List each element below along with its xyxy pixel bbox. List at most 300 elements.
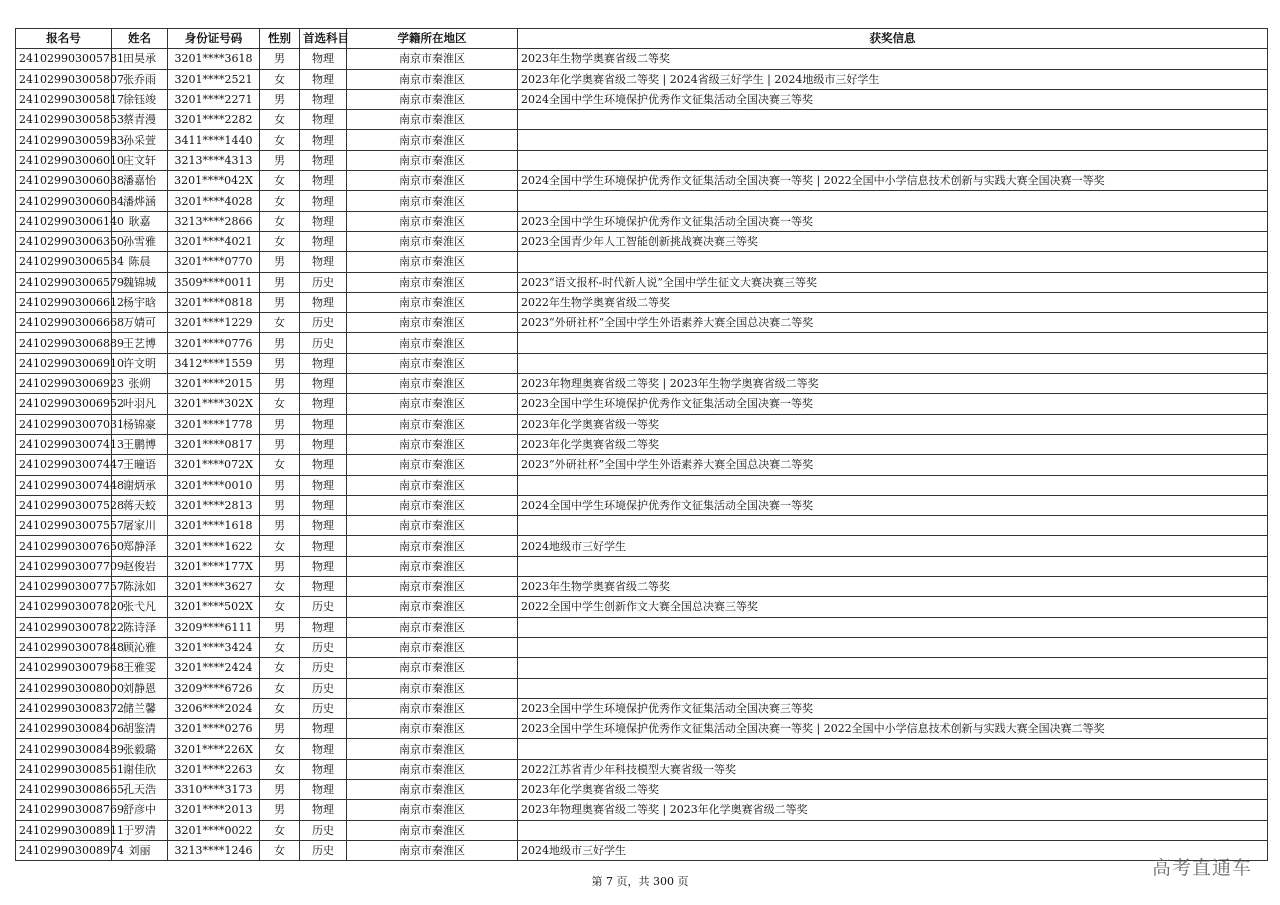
cell-subject: 历史 — [300, 678, 347, 698]
cell-award: 2023年生物学奥赛省级二等奖 — [518, 49, 1268, 69]
cell-gender: 女 — [260, 313, 300, 333]
cell-id-number: 3206****2024 — [168, 698, 260, 718]
cell-region: 南京市秦淮区 — [347, 536, 518, 556]
cell-region: 南京市秦淮区 — [347, 353, 518, 373]
cell-gender: 男 — [260, 414, 300, 434]
cell-name: 许文明 — [112, 353, 168, 373]
cell-gender: 女 — [260, 231, 300, 251]
cell-region: 南京市秦淮区 — [347, 89, 518, 109]
cell-award: 2024地级市三好学生 — [518, 840, 1268, 860]
cell-subject: 物理 — [300, 556, 347, 576]
cell-award — [518, 353, 1268, 373]
cell-award: 2023年物理奥赛省级二等奖 | 2023年生物学奥赛省级二等奖 — [518, 374, 1268, 394]
cell-gender: 男 — [260, 475, 300, 495]
cell-region: 南京市秦淮区 — [347, 597, 518, 617]
cell-id-number: 3201****042X — [168, 171, 260, 191]
cell-subject: 物理 — [300, 739, 347, 759]
table-row — [16, 211, 1268, 231]
cell-name: 郑静泽 — [112, 536, 168, 556]
cell-subject: 物理 — [300, 231, 347, 251]
cell-id-number: 3201****1622 — [168, 536, 260, 556]
cell-gender: 女 — [260, 597, 300, 617]
table-row — [16, 658, 1268, 678]
cell-gender: 男 — [260, 333, 300, 353]
table-row — [16, 69, 1268, 89]
cell-subject: 物理 — [300, 719, 347, 739]
table-row — [16, 374, 1268, 394]
table-row — [16, 820, 1268, 840]
table-row — [16, 739, 1268, 759]
cell-subject: 物理 — [300, 617, 347, 637]
cell-registration-number: 241029903008406 — [16, 719, 112, 739]
cell-award: 2023年化学奥赛省级二等奖 — [518, 779, 1268, 799]
cell-subject: 历史 — [300, 333, 347, 353]
cell-registration-number: 241029903008561 — [16, 759, 112, 779]
cell-gender: 男 — [260, 272, 300, 292]
cell-id-number: 3201****0770 — [168, 252, 260, 272]
cell-gender: 男 — [260, 150, 300, 170]
awards-table — [15, 28, 1268, 861]
cell-subject: 历史 — [300, 597, 347, 617]
cell-award — [518, 110, 1268, 130]
table-row — [16, 495, 1268, 515]
table-row — [16, 637, 1268, 657]
cell-region: 南京市秦淮区 — [347, 313, 518, 333]
cell-subject: 物理 — [300, 69, 347, 89]
cell-gender: 女 — [260, 820, 300, 840]
cell-gender: 男 — [260, 495, 300, 515]
cell-subject: 历史 — [300, 840, 347, 860]
header-registration-number: 报名号 — [16, 29, 112, 49]
cell-region: 南京市秦淮区 — [347, 272, 518, 292]
cell-subject: 物理 — [300, 292, 347, 312]
cell-name: 潘嘉怡 — [112, 171, 168, 191]
cell-subject: 历史 — [300, 637, 347, 657]
header-gender: 性别 — [260, 29, 300, 49]
cell-id-number: 3201****2521 — [168, 69, 260, 89]
cell-subject: 物理 — [300, 374, 347, 394]
table-row — [16, 455, 1268, 475]
cell-id-number: 3201****502X — [168, 597, 260, 617]
header-subject: 首选科目 — [300, 29, 347, 49]
cell-id-number: 3201****3627 — [168, 577, 260, 597]
cell-award: 2024全国中学生环境保护优秀作文征集活动全国决赛一等奖 — [518, 495, 1268, 515]
table-row — [16, 150, 1268, 170]
cell-registration-number: 241029903006350 — [16, 231, 112, 251]
cell-name: 蒋天蛟 — [112, 495, 168, 515]
cell-registration-number: 241029903005807 — [16, 69, 112, 89]
cell-subject: 历史 — [300, 272, 347, 292]
cell-subject: 物理 — [300, 434, 347, 454]
cell-gender: 女 — [260, 130, 300, 150]
cell-id-number: 3201****3618 — [168, 49, 260, 69]
cell-award: 2023全国中学生环境保护优秀作文征集活动全国决赛一等奖 | 2022全国中小学信息技术创新与实践大赛全国决赛二等奖 — [518, 719, 1268, 739]
cell-registration-number: 241029903007822 — [16, 617, 112, 637]
cell-name: 蔡青漫 — [112, 110, 168, 130]
cell-region: 南京市秦淮区 — [347, 637, 518, 657]
cell-name: 杨锦豪 — [112, 414, 168, 434]
table-row — [16, 719, 1268, 739]
cell-award — [518, 678, 1268, 698]
cell-region: 南京市秦淮区 — [347, 678, 518, 698]
cell-id-number: 3201****0022 — [168, 820, 260, 840]
cell-gender: 女 — [260, 536, 300, 556]
table-row — [16, 231, 1268, 251]
cell-subject: 物理 — [300, 150, 347, 170]
cell-award: 2024全国中学生环境保护优秀作文征集活动全国决赛一等奖 | 2022全国中小学信息技术创新与实践大赛全国决赛一等奖 — [518, 171, 1268, 191]
cell-name: 于罗清 — [112, 820, 168, 840]
cell-region: 南京市秦淮区 — [347, 150, 518, 170]
cell-region: 南京市秦淮区 — [347, 434, 518, 454]
cell-id-number: 3201****4021 — [168, 231, 260, 251]
page-number: 第 7 页，共 300 页 — [591, 875, 689, 888]
cell-id-number: 3201****0010 — [168, 475, 260, 495]
cell-gender: 男 — [260, 516, 300, 536]
table-row — [16, 333, 1268, 353]
cell-award — [518, 516, 1268, 536]
cell-name: 谢炳承 — [112, 475, 168, 495]
cell-subject: 物理 — [300, 759, 347, 779]
table-row — [16, 759, 1268, 779]
cell-gender: 女 — [260, 394, 300, 414]
cell-registration-number: 241029903006910 — [16, 353, 112, 373]
table-row — [16, 536, 1268, 556]
cell-subject: 历史 — [300, 658, 347, 678]
cell-name: 潘烨涵 — [112, 191, 168, 211]
cell-id-number: 3201****0818 — [168, 292, 260, 312]
cell-registration-number: 241029903007557 — [16, 516, 112, 536]
cell-subject: 物理 — [300, 252, 347, 272]
table-row — [16, 597, 1268, 617]
cell-registration-number: 241029903007820 — [16, 597, 112, 617]
cell-registration-number: 241029903005817 — [16, 89, 112, 109]
cell-region: 南京市秦淮区 — [347, 779, 518, 799]
cell-id-number: 3201****2263 — [168, 759, 260, 779]
cell-name: 王艺博 — [112, 333, 168, 353]
cell-gender: 男 — [260, 617, 300, 637]
cell-registration-number: 241029903006952 — [16, 394, 112, 414]
cell-gender: 女 — [260, 698, 300, 718]
cell-id-number: 3201****072X — [168, 455, 260, 475]
cell-name: 陈诗泽 — [112, 617, 168, 637]
cell-registration-number: 241029903007528 — [16, 495, 112, 515]
cell-subject: 物理 — [300, 475, 347, 495]
cell-subject: 物理 — [300, 800, 347, 820]
cell-name: 张乔雨 — [112, 69, 168, 89]
cell-region: 南京市秦淮区 — [347, 698, 518, 718]
cell-name: 庄文轩 — [112, 150, 168, 170]
cell-subject: 物理 — [300, 89, 347, 109]
cell-region: 南京市秦淮区 — [347, 231, 518, 251]
cell-name: 舒彦中 — [112, 800, 168, 820]
cell-region: 南京市秦淮区 — [347, 556, 518, 576]
cell-name: 王曈语 — [112, 455, 168, 475]
cell-region: 南京市秦淮区 — [347, 577, 518, 597]
cell-registration-number: 241029903008769 — [16, 800, 112, 820]
cell-registration-number: 241029903007757 — [16, 577, 112, 597]
cell-region: 南京市秦淮区 — [347, 292, 518, 312]
cell-name: 孔天浩 — [112, 779, 168, 799]
cell-region: 南京市秦淮区 — [347, 455, 518, 475]
cell-id-number: 3201****2015 — [168, 374, 260, 394]
cell-region: 南京市秦淮区 — [347, 475, 518, 495]
cell-registration-number: 241029903007447 — [16, 455, 112, 475]
cell-name: 王鹏博 — [112, 434, 168, 454]
table-row — [16, 698, 1268, 718]
cell-gender: 男 — [260, 374, 300, 394]
cell-subject: 物理 — [300, 516, 347, 536]
table-row — [16, 800, 1268, 820]
cell-id-number: 3201****1778 — [168, 414, 260, 434]
table-row — [16, 475, 1268, 495]
cell-gender: 男 — [260, 292, 300, 312]
cell-subject: 物理 — [300, 536, 347, 556]
cell-subject: 物理 — [300, 130, 347, 150]
cell-region: 南京市秦淮区 — [347, 333, 518, 353]
cell-id-number: 3411****1440 — [168, 130, 260, 150]
cell-award: 2023年生物学奥赛省级二等奖 — [518, 577, 1268, 597]
cell-region: 南京市秦淮区 — [347, 617, 518, 637]
table-row — [16, 353, 1268, 373]
cell-award — [518, 333, 1268, 353]
cell-subject: 历史 — [300, 698, 347, 718]
cell-id-number: 3201****0276 — [168, 719, 260, 739]
cell-registration-number: 241029903008000 — [16, 678, 112, 698]
cell-name: 王雅雯 — [112, 658, 168, 678]
cell-award: 2023年物理奥赛省级二等奖 | 2023年化学奥赛省级二等奖 — [518, 800, 1268, 820]
table-body — [16, 49, 1268, 861]
header-region: 学籍所在地区 — [347, 29, 518, 49]
cell-id-number: 3310****3173 — [168, 779, 260, 799]
cell-name: 张弋凡 — [112, 597, 168, 617]
cell-registration-number: 241029903007650 — [16, 536, 112, 556]
cell-region: 南京市秦淮区 — [347, 211, 518, 231]
cell-region: 南京市秦淮区 — [347, 110, 518, 130]
cell-gender: 女 — [260, 637, 300, 657]
table-row — [16, 110, 1268, 130]
cell-award: 2023年化学奥赛省级二等奖 | 2024省级三好学生 | 2024地级市三好学生 — [518, 69, 1268, 89]
cell-region: 南京市秦淮区 — [347, 759, 518, 779]
cell-id-number: 3201****3424 — [168, 637, 260, 657]
cell-name: 胡鉴清 — [112, 719, 168, 739]
cell-subject: 物理 — [300, 394, 347, 414]
cell-gender: 女 — [260, 658, 300, 678]
cell-id-number: 3201****0817 — [168, 434, 260, 454]
cell-registration-number: 241029903007848 — [16, 637, 112, 657]
table-row — [16, 191, 1268, 211]
cell-id-number: 3213****4313 — [168, 150, 260, 170]
cell-id-number: 3412****1559 — [168, 353, 260, 373]
cell-award: 2024全国中学生环境保护优秀作文征集活动全国决赛三等奖 — [518, 89, 1268, 109]
table-row — [16, 434, 1268, 454]
table-row — [16, 516, 1268, 536]
cell-gender: 女 — [260, 171, 300, 191]
cell-id-number: 3201****2271 — [168, 89, 260, 109]
cell-gender: 男 — [260, 800, 300, 820]
cell-region: 南京市秦淮区 — [347, 800, 518, 820]
cell-id-number: 3201****2282 — [168, 110, 260, 130]
cell-name: 储兰馨 — [112, 698, 168, 718]
cell-subject: 物理 — [300, 353, 347, 373]
cell-subject: 历史 — [300, 313, 347, 333]
cell-subject: 物理 — [300, 49, 347, 69]
cell-gender: 男 — [260, 49, 300, 69]
cell-registration-number: 241029903005983 — [16, 130, 112, 150]
table-row — [16, 292, 1268, 312]
cell-award — [518, 252, 1268, 272]
cell-id-number: 3201****2013 — [168, 800, 260, 820]
cell-name: 刘静恩 — [112, 678, 168, 698]
cell-gender: 男 — [260, 353, 300, 373]
cell-subject: 物理 — [300, 191, 347, 211]
cell-award: 2023全国中学生环境保护优秀作文征集活动全国决赛一等奖 — [518, 211, 1268, 231]
cell-name: 徐钰竣 — [112, 89, 168, 109]
cell-gender: 女 — [260, 110, 300, 130]
cell-award: 2023全国青少年人工智能创新挑战赛决赛三等奖 — [518, 231, 1268, 251]
table-row — [16, 840, 1268, 860]
cell-region: 南京市秦淮区 — [347, 414, 518, 434]
header-award: 获奖信息 — [518, 29, 1268, 49]
cell-name: 耿嘉 — [112, 211, 168, 231]
cell-registration-number: 241029903007709 — [16, 556, 112, 576]
cell-id-number: 3209****6726 — [168, 678, 260, 698]
cell-name: 张朔 — [112, 374, 168, 394]
cell-award — [518, 739, 1268, 759]
cell-registration-number: 241029903006140 — [16, 211, 112, 231]
cell-award — [518, 556, 1268, 576]
cell-name: 叶羽凡 — [112, 394, 168, 414]
cell-id-number: 3201****226X — [168, 739, 260, 759]
cell-gender: 男 — [260, 556, 300, 576]
cell-gender: 男 — [260, 252, 300, 272]
cell-id-number: 3201****302X — [168, 394, 260, 414]
cell-subject: 物理 — [300, 211, 347, 231]
cell-registration-number: 241029903007031 — [16, 414, 112, 434]
cell-award: 2023“语文报杯-时代新人说”全国中学生征文大赛决赛三等奖 — [518, 272, 1268, 292]
cell-region: 南京市秦淮区 — [347, 69, 518, 89]
table-row — [16, 394, 1268, 414]
cell-subject: 物理 — [300, 414, 347, 434]
table-row — [16, 617, 1268, 637]
table-row — [16, 577, 1268, 597]
cell-gender: 女 — [260, 211, 300, 231]
cell-id-number: 3213****1246 — [168, 840, 260, 860]
cell-region: 南京市秦淮区 — [347, 394, 518, 414]
cell-region: 南京市秦淮区 — [347, 820, 518, 840]
cell-registration-number: 241029903005781 — [16, 49, 112, 69]
cell-registration-number: 241029903006084 — [16, 191, 112, 211]
cell-name: 刘丽 — [112, 840, 168, 860]
cell-region: 南京市秦淮区 — [347, 49, 518, 69]
cell-award: 2023全国中学生环境保护优秀作文征集活动全国决赛三等奖 — [518, 698, 1268, 718]
cell-subject: 物理 — [300, 171, 347, 191]
cell-name: 赵俊岩 — [112, 556, 168, 576]
cell-gender: 女 — [260, 759, 300, 779]
cell-name: 孙雪雅 — [112, 231, 168, 251]
watermark: 高考直通车 — [1151, 857, 1252, 879]
cell-gender: 男 — [260, 779, 300, 799]
table-row — [16, 252, 1268, 272]
cell-name: 陈泳如 — [112, 577, 168, 597]
cell-registration-number: 241029903006579 — [16, 272, 112, 292]
cell-registration-number: 241029903006923 — [16, 374, 112, 394]
cell-region: 南京市秦淮区 — [347, 719, 518, 739]
cell-award — [518, 658, 1268, 678]
cell-gender: 男 — [260, 89, 300, 109]
cell-award — [518, 617, 1268, 637]
cell-id-number: 3509****0011 — [168, 272, 260, 292]
cell-region: 南京市秦淮区 — [347, 840, 518, 860]
cell-name: 杨宇晗 — [112, 292, 168, 312]
cell-id-number: 3201****0776 — [168, 333, 260, 353]
table-row — [16, 556, 1268, 576]
cell-registration-number: 241029903008489 — [16, 739, 112, 759]
cell-subject: 物理 — [300, 577, 347, 597]
cell-name: 屠家川 — [112, 516, 168, 536]
cell-name: 顾沁雅 — [112, 637, 168, 657]
cell-region: 南京市秦淮区 — [347, 191, 518, 211]
cell-registration-number: 241029903007968 — [16, 658, 112, 678]
cell-region: 南京市秦淮区 — [347, 495, 518, 515]
cell-id-number: 3209****6111 — [168, 617, 260, 637]
cell-award — [518, 130, 1268, 150]
cell-name: 魏锦城 — [112, 272, 168, 292]
cell-name: 田昊承 — [112, 49, 168, 69]
table-row — [16, 49, 1268, 69]
cell-gender: 女 — [260, 840, 300, 860]
cell-award — [518, 475, 1268, 495]
cell-region: 南京市秦淮区 — [347, 130, 518, 150]
cell-award — [518, 191, 1268, 211]
cell-region: 南京市秦淮区 — [347, 658, 518, 678]
cell-name: 万婧可 — [112, 313, 168, 333]
cell-registration-number: 241029903006612 — [16, 292, 112, 312]
cell-award: 2022年生物学奥赛省级二等奖 — [518, 292, 1268, 312]
cell-region: 南京市秦淮区 — [347, 374, 518, 394]
cell-registration-number: 241029903006038 — [16, 171, 112, 191]
cell-name: 张毅璐 — [112, 739, 168, 759]
header-id-number: 身份证号码 — [168, 29, 260, 49]
cell-registration-number: 241029903008974 — [16, 840, 112, 860]
cell-award — [518, 150, 1268, 170]
cell-id-number: 3201****4028 — [168, 191, 260, 211]
cell-subject: 物理 — [300, 455, 347, 475]
cell-award: 2022江苏省青少年科技模型大赛省级一等奖 — [518, 759, 1268, 779]
cell-registration-number: 241029903006668 — [16, 313, 112, 333]
table-row — [16, 89, 1268, 109]
cell-registration-number: 241029903006010 — [16, 150, 112, 170]
cell-region: 南京市秦淮区 — [347, 739, 518, 759]
cell-name: 孙采萱 — [112, 130, 168, 150]
cell-award: 2022全国中学生创新作文大赛全国总决赛三等奖 — [518, 597, 1268, 617]
cell-gender: 女 — [260, 455, 300, 475]
cell-registration-number: 241029903006534 — [16, 252, 112, 272]
cell-registration-number: 241029903005853 — [16, 110, 112, 130]
cell-id-number: 3213****2866 — [168, 211, 260, 231]
cell-gender: 男 — [260, 434, 300, 454]
table-row — [16, 678, 1268, 698]
cell-registration-number: 241029903006889 — [16, 333, 112, 353]
table-row — [16, 313, 1268, 333]
cell-registration-number: 241029903007448 — [16, 475, 112, 495]
cell-subject: 物理 — [300, 495, 347, 515]
table-row — [16, 171, 1268, 191]
cell-id-number: 3201****1229 — [168, 313, 260, 333]
cell-gender: 女 — [260, 739, 300, 759]
cell-region: 南京市秦淮区 — [347, 171, 518, 191]
table-row — [16, 779, 1268, 799]
cell-subject: 物理 — [300, 110, 347, 130]
